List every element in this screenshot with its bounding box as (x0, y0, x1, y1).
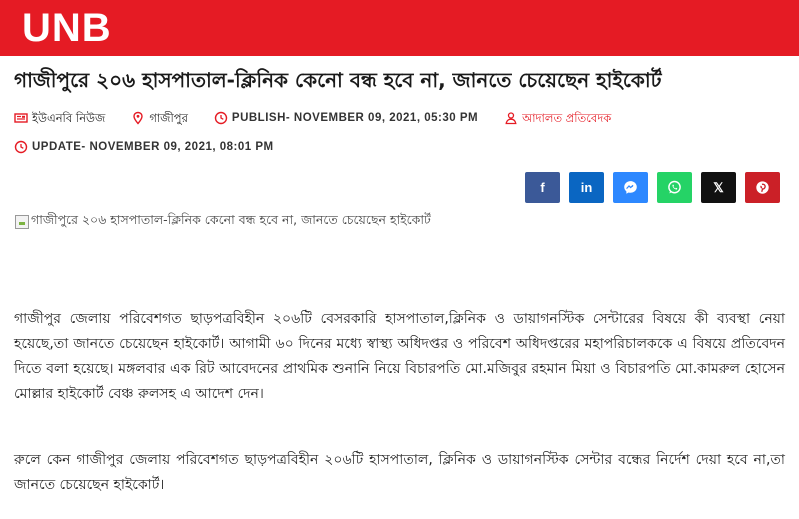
facebook-share-button[interactable] (525, 172, 560, 203)
messenger-share-button[interactable] (613, 172, 648, 203)
messenger-icon (623, 180, 638, 195)
article-meta (14, 110, 637, 126)
publish-date: PUBLISH- NOVEMBER 09, 2021, 05:30 PM (231, 112, 479, 124)
user-icon (504, 111, 518, 125)
whatsapp-share-button[interactable] (657, 172, 692, 203)
x-icon: 𝕏 (713, 179, 724, 195)
article-title: গাজীপুরে ২০৬ হাসপাতাল-ক্লিনিক কেনো বন্ধ হবে না, জানতে চেয়েছেন হাইকোর্ট (14, 68, 662, 92)
share-bar (516, 172, 780, 203)
location-label[interactable]: গাজীপুর (149, 111, 188, 125)
pinterest-icon (755, 180, 770, 195)
article-paragraph: গাজীপুর জেলায় পরিবেশগত ছাড়পত্রবিহীন ২০৬টি বেসরকারি হাসপাতাল,ক্লিনিক ও ডায়াগনস্টিক সেন্টারের বিষয়ে কী ব্যবস্থা নেয়া হয়েছে,তা জানতে চেয়েছেন হাইকোর্ট। আগামী ৬০ দিনের মধ্যে স্বাস্থ্য অধিদপ্তর ও পরিবেশ অধিদপ্তরের মহাপরিচালককে এ বিষয়ে প্রতিবেদন দিতে বলা হয়েছে। মঙ্গলবার এক রিট আবেদনের প্রাথমিক শুনানি নিয়ে বিচারপতি মো.মজিবুর রহমান মিয়া ও বিচারপতি মো.কামরুল হোসেন মোল্লার হাইকোর্ট বেঞ্চ রুলসহ এ আদেশ দেন। (14, 311, 785, 402)
linkedin-icon: in (580, 180, 593, 195)
map-pin-icon (131, 111, 145, 125)
meta-location (131, 110, 188, 126)
meta-source (14, 110, 105, 126)
source-label[interactable]: ইউএনবি নিউজ (32, 111, 106, 125)
clock-icon (14, 140, 28, 154)
broken-image-icon (15, 215, 29, 229)
site-header (0, 0, 799, 56)
linkedin-share-button[interactable] (569, 172, 604, 203)
site-logo[interactable]: UNB (22, 6, 112, 50)
article-update-meta (14, 139, 300, 155)
article-image (15, 212, 431, 232)
clock-icon (214, 111, 228, 125)
whatsapp-icon (667, 180, 682, 195)
meta-reporter (504, 110, 611, 126)
facebook-icon: f (540, 180, 545, 195)
meta-publish (214, 110, 478, 126)
newspaper-icon (14, 111, 28, 125)
image-alt-text: গাজীপুরে ২০৬ হাসপাতাল-ক্লিনিক কেনো বন্ধ হবে না, জানতে চেয়েছেন হাইকোর্ট (31, 212, 431, 227)
update-date: UPDATE- NOVEMBER 09, 2021, 08:01 PM (32, 141, 274, 153)
pinterest-share-button[interactable] (745, 172, 780, 203)
reporter-link[interactable]: আদালত প্রতিবেদক (522, 111, 612, 125)
meta-update (14, 139, 274, 155)
x-share-button[interactable] (701, 172, 736, 203)
article-paragraph: রুলে কেন গাজীপুর জেলায় পরিবেশগত ছাড়পত্রবিহীন ২০৬টি হাসপাতাল, ক্লিনিক ও ডায়াগনস্টিক সেন্টার বন্ধের নির্দেশ দেয়া হবে না,তা জানতে চেয়েছেন হাইকোর্ট। (14, 452, 785, 493)
